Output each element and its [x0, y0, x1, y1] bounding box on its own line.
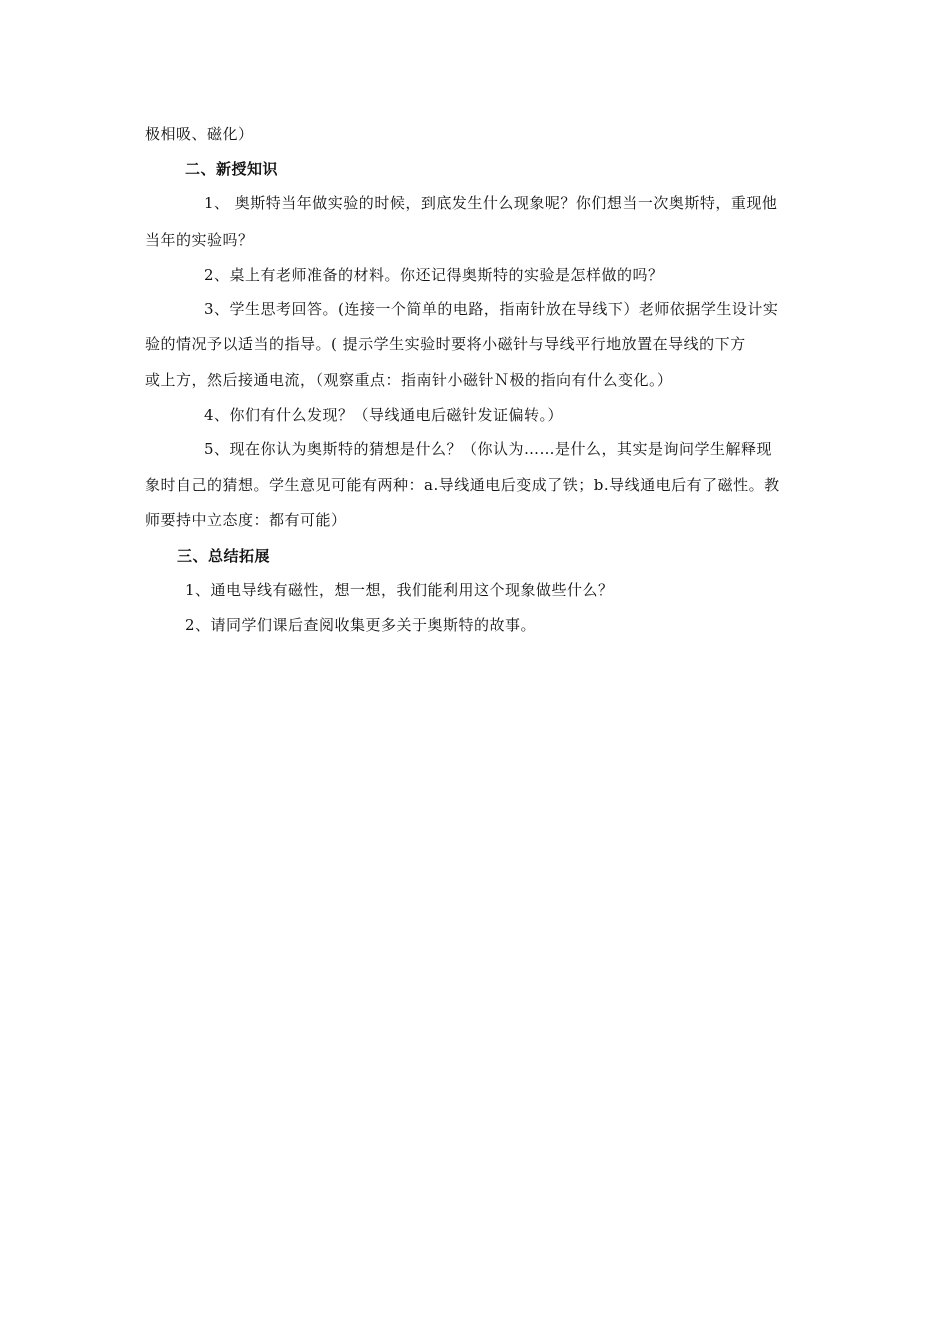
section-heading: 二、新授知识 [185, 160, 279, 178]
text-line: 2、请同学们课后查阅收集更多关于奥斯特的故事。 [185, 616, 537, 634]
text-line: 5、现在你认为奥斯特的猜想是什么？（你认为……是什么，其实是询问学生解释现 [204, 440, 773, 458]
text-line: 验的情况予以适当的指导。( 提示学生实验时要将小磁针与导线平行地放置在导线的下方 [145, 335, 746, 353]
section-heading: 三、总结拓展 [177, 547, 271, 565]
text-line: 极相吸、磁化） [145, 125, 254, 143]
text-line: 1、 奥斯特当年做实验的时候，到底发生什么现象呢？你们想当一次奥斯特，重现他 [204, 194, 778, 212]
text-line: 象时自己的猜想。学生意见可能有两种：a.导线通电后变成了铁；b.导线通电后有了磁性。教 [145, 476, 780, 494]
text-line: 4、你们有什么发现？（导线通电后磁针发证偏转。） [204, 406, 564, 424]
text-line: 或上方，然后接通电流，（观察重点：指南针小磁针Ｎ极的指向有什么变化。） [145, 371, 673, 389]
text-line: 3、学生思考回答。(连接一个简单的电路，指南针放在导线下）老师依据学生设计实 [204, 300, 779, 318]
text-line: 1、通电导线有磁性，想一想，我们能利用这个现象做些什么？ [185, 581, 614, 599]
text-line: 当年的实验吗？ [145, 231, 254, 249]
text-line: 师要持中立态度：都有可能） [145, 511, 347, 529]
text-line: 2、桌上有老师准备的材料。你还记得奥斯特的实验是怎样做的吗？ [204, 266, 664, 284]
